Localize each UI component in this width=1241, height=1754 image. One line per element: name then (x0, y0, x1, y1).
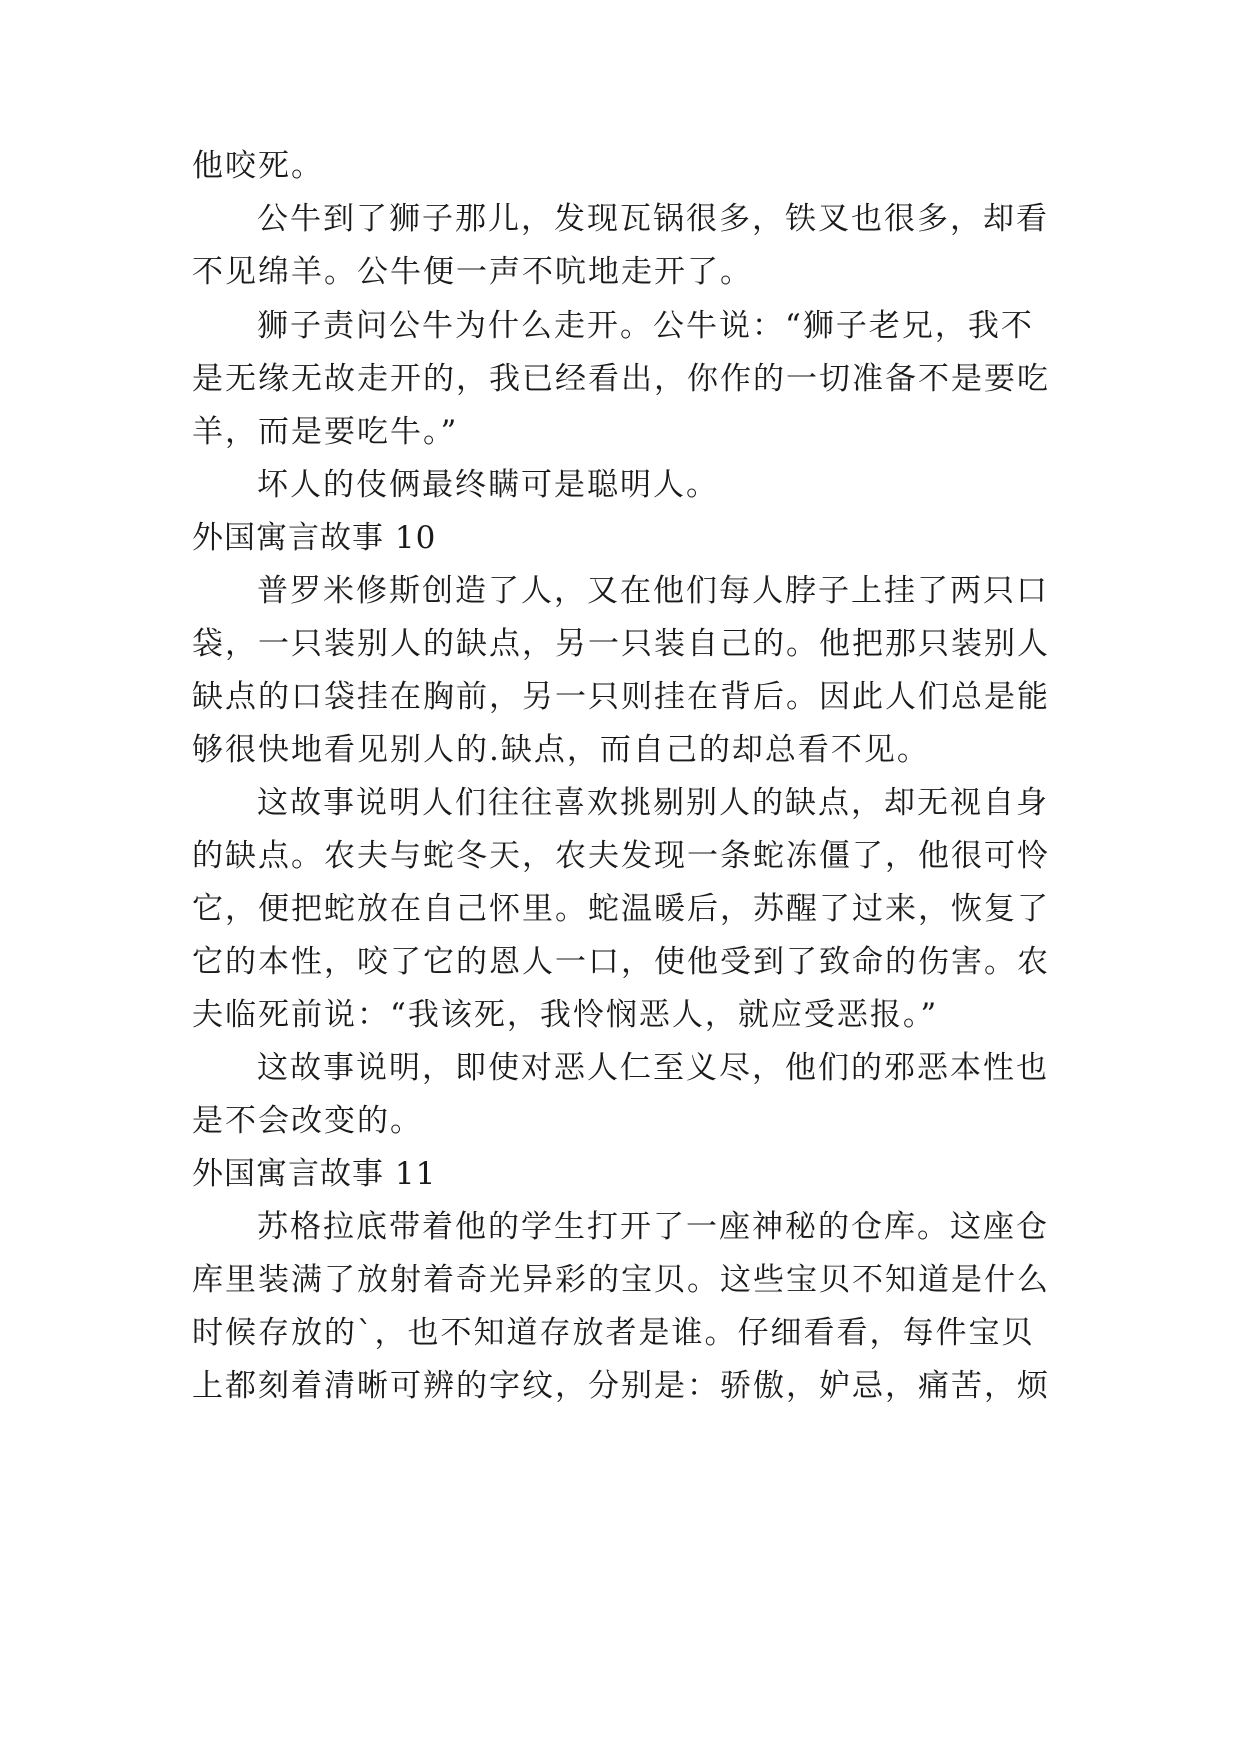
text-line: 羊，而是要吃牛。” (192, 414, 459, 450)
paragraph-line: 普罗米修斯创造了人，又在他们每人脖子上挂了两只口 (257, 573, 1049, 609)
text-line: 袋，一只装别人的缺点，另一只装自己的。他把那只装别人 (192, 626, 1050, 662)
text-line: 夫临死前说：“我该死，我怜悯恶人，就应受恶报。” (192, 997, 939, 1033)
text-line: 时候存放的`，也不知道存放者是谁。仔细看看，每件宝贝 (192, 1315, 1035, 1351)
text-line: 是不会改变的。 (192, 1103, 423, 1139)
text-line: 的缺点。农夫与蛇冬天，农夫发现一条蛇冻僵了，他很可怜 (192, 838, 1050, 874)
section-heading: 外国寓言故事 10 (192, 520, 437, 556)
text-line: 上都刻着清晰可辨的字纹，分别是：骄傲，妒忌，痛苦，烦 (192, 1368, 1050, 1404)
paragraph-line: 苏格拉底带着他的学生打开了一座神秘的仓库。这座仓 (257, 1209, 1049, 1245)
text-line: 它的本性，咬了它的恩人一口，使他受到了致命的伤害。农 (192, 944, 1050, 980)
text-line: 库里装满了放射着奇光异彩的宝贝。这些宝贝不知道是什么 (192, 1262, 1050, 1298)
paragraph-line: 这故事说明，即使对恶人仁至义尽，他们的邪恶本性也 (257, 1050, 1049, 1086)
paragraph-line: 狮子责问公牛为什么走开。公牛说：“狮子老兄，我不 (257, 308, 1034, 344)
section-heading: 外国寓言故事 11 (192, 1156, 437, 1192)
text-line: 是无缘无故走开的，我已经看出，你作的一切准备不是要吃 (192, 361, 1050, 397)
text-line: 他咬死。 (192, 148, 324, 184)
text-line: 它，便把蛇放在自己怀里。蛇温暖后，苏醒了过来，恢复了 (192, 891, 1050, 927)
paragraph-line: 这故事说明人们往往喜欢挑剔别人的缺点，却无视自身 (257, 785, 1049, 821)
paragraph-line: 公牛到了狮子那儿，发现瓦锅很多，铁叉也很多，却看 (257, 201, 1049, 237)
text-line: 不见绵羊。公牛便一声不吭地走开了。 (192, 254, 753, 290)
paragraph-line: 坏人的伎俩最终瞒可是聪明人。 (257, 467, 719, 503)
text-line: 缺点的口袋挂在胸前，另一只则挂在背后。因此人们总是能 (192, 679, 1050, 715)
text-line: 够很快地看见别人的.缺点，而自己的却总看不见。 (192, 732, 930, 768)
